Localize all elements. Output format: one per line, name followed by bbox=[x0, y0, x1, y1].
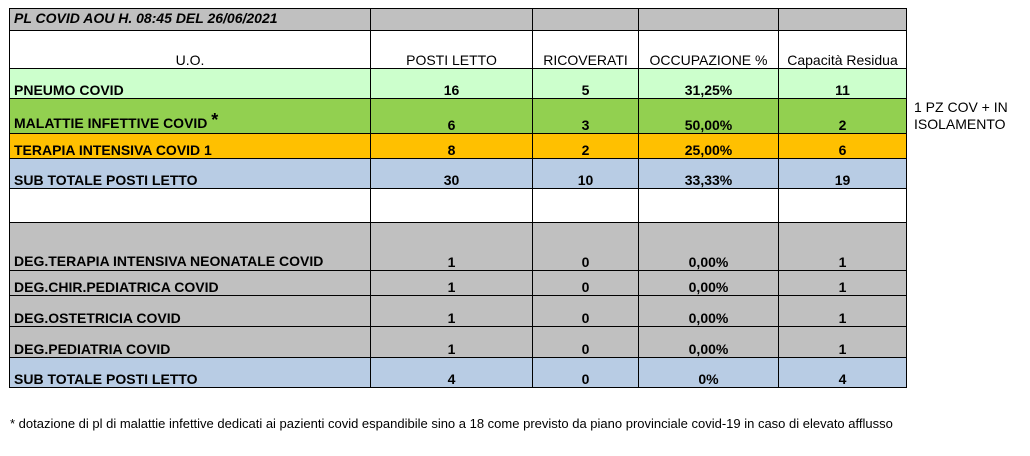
table-row bbox=[10, 223, 907, 271]
capacita-value: 2 bbox=[779, 99, 907, 134]
table-row bbox=[10, 327, 907, 358]
footnote: * dotazione di pl di malattie infettive dedicati ai pazienti covid espandibile sino a 18 come previsto da piano provinciale covid-19 in caso di elevato afflusso bbox=[10, 416, 893, 431]
title-cell-empty bbox=[371, 9, 533, 31]
spacer-cell bbox=[779, 189, 907, 223]
spacer-row bbox=[10, 189, 907, 223]
ricoverati-value: 0 bbox=[533, 327, 639, 358]
ricoverati-value: 5 bbox=[533, 69, 639, 99]
header-capacita-residua: Capacità Residua bbox=[779, 31, 907, 69]
table-title: PL COVID AOU H. 08:45 DEL 26/06/2021 bbox=[10, 9, 371, 31]
occupazione-value: 33,33% bbox=[639, 159, 779, 189]
occupazione-value: 0% bbox=[639, 358, 779, 388]
ricoverati-value: 0 bbox=[533, 223, 639, 271]
posti-letto-value: 1 bbox=[371, 296, 533, 327]
table-row bbox=[10, 296, 907, 327]
capacita-value: 1 bbox=[779, 271, 907, 296]
title-cell-empty bbox=[779, 9, 907, 31]
posti-letto-value: 1 bbox=[371, 271, 533, 296]
ricoverati-value: 10 bbox=[533, 159, 639, 189]
title-cell-empty bbox=[639, 9, 779, 31]
header-uo: U.O. bbox=[10, 31, 371, 69]
table-row bbox=[10, 271, 907, 296]
ricoverati-value: 2 bbox=[533, 134, 639, 159]
side-note: 1 PZ COV + IN ISOLAMENTO bbox=[914, 99, 1008, 132]
posti-letto-value: 1 bbox=[371, 327, 533, 358]
capacita-value: 4 bbox=[779, 358, 907, 388]
capacita-value: 1 bbox=[779, 296, 907, 327]
capacita-value: 11 bbox=[779, 69, 907, 99]
spacer-cell bbox=[10, 189, 371, 223]
unit-name: DEG.TERAPIA INTENSIVA NEONATALE COVID bbox=[10, 223, 371, 271]
spacer-cell bbox=[639, 189, 779, 223]
table-row bbox=[10, 69, 907, 99]
header-posti-letto: POSTI LETTO bbox=[371, 31, 533, 69]
occupazione-value: 25,00% bbox=[639, 134, 779, 159]
posti-letto-value: 8 bbox=[371, 134, 533, 159]
footnote-marker: * bbox=[211, 110, 219, 130]
posti-letto-value: 6 bbox=[371, 99, 533, 134]
capacita-value: 6 bbox=[779, 134, 907, 159]
ricoverati-value: 0 bbox=[533, 358, 639, 388]
covid-beds-table bbox=[9, 8, 907, 388]
spacer-cell bbox=[371, 189, 533, 223]
occupazione-value: 50,00% bbox=[639, 99, 779, 134]
capacita-value: 1 bbox=[779, 327, 907, 358]
ricoverati-value: 0 bbox=[533, 296, 639, 327]
unit-name: DEG.PEDIATRIA COVID bbox=[10, 327, 371, 358]
subtotal-row bbox=[10, 159, 907, 189]
unit-name: MALATTIE INFETTIVE COVID bbox=[14, 115, 208, 131]
posti-letto-value: 16 bbox=[371, 69, 533, 99]
posti-letto-value: 4 bbox=[371, 358, 533, 388]
spacer-cell bbox=[533, 189, 639, 223]
posti-letto-value: 1 bbox=[371, 223, 533, 271]
capacita-value: 19 bbox=[779, 159, 907, 189]
occupazione-value: 0,00% bbox=[639, 223, 779, 271]
posti-letto-value: 30 bbox=[371, 159, 533, 189]
subtotal-row bbox=[10, 358, 907, 388]
occupazione-value: 31,25% bbox=[639, 69, 779, 99]
occupazione-value: 0,00% bbox=[639, 271, 779, 296]
unit-name: DEG.OSTETRICIA COVID bbox=[10, 296, 371, 327]
unit-name-cell bbox=[10, 99, 371, 134]
table-row bbox=[10, 134, 907, 159]
ricoverati-value: 0 bbox=[533, 271, 639, 296]
capacita-value: 1 bbox=[779, 223, 907, 271]
unit-name: DEG.CHIR.PEDIATRICA COVID bbox=[10, 271, 371, 296]
header-row bbox=[10, 31, 907, 69]
title-cell-empty bbox=[533, 9, 639, 31]
table-row bbox=[10, 99, 907, 134]
header-ricoverati: RICOVERATI bbox=[533, 31, 639, 69]
ricoverati-value: 3 bbox=[533, 99, 639, 134]
subtotal-label: SUB TOTALE POSTI LETTO bbox=[10, 159, 371, 189]
occupazione-value: 0,00% bbox=[639, 296, 779, 327]
unit-name: TERAPIA INTENSIVA COVID 1 bbox=[10, 134, 371, 159]
title-row bbox=[10, 9, 907, 31]
occupazione-value: 0,00% bbox=[639, 327, 779, 358]
header-occupazione: OCCUPAZIONE % bbox=[639, 31, 779, 69]
subtotal-label: SUB TOTALE POSTI LETTO bbox=[10, 358, 371, 388]
unit-name: PNEUMO COVID bbox=[10, 69, 371, 99]
